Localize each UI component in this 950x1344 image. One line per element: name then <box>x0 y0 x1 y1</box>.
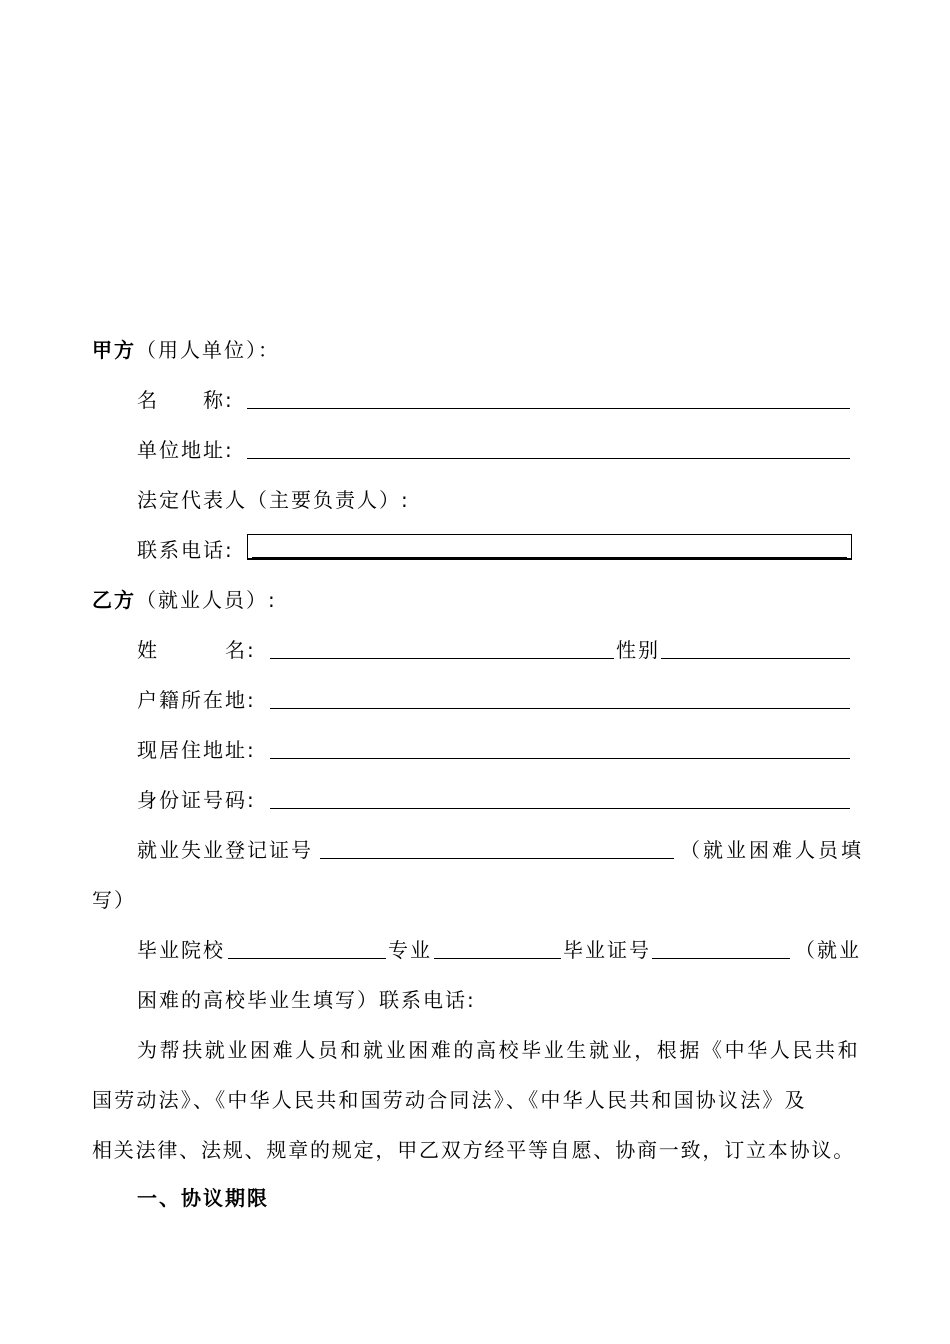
party-b-reg-field[interactable] <box>320 858 674 859</box>
party-a-phone-label: 联系电话: <box>137 538 234 562</box>
party-a-heading <box>92 336 280 364</box>
party-b-hukou-field[interactable] <box>270 708 850 709</box>
party-b-cert-field[interactable] <box>652 958 790 959</box>
party-b-grad-note: （就业 <box>795 938 861 962</box>
party-b-note: （就业人员）: <box>136 588 277 612</box>
party-a-address-label: 单位地址: <box>137 438 234 462</box>
party-b-school-label: 毕业院校 <box>137 938 225 962</box>
section-1-heading: 一、协议期限 <box>137 1186 269 1210</box>
party-a-phone-field[interactable] <box>247 534 852 560</box>
party-b-gender-label: 性别 <box>616 638 660 662</box>
party-b-reg-label: 就业失业登记证号 <box>137 838 313 862</box>
party-b-major-field[interactable] <box>434 958 561 959</box>
party-b-school-field[interactable] <box>228 958 386 959</box>
party-b-major-label: 专业 <box>388 938 432 962</box>
party-b-residence-field[interactable] <box>270 758 850 759</box>
party-b-reg-note-cont: 写） <box>92 888 136 912</box>
party-b-grad-note-cont: 困难的高校毕业生填写）联系电话: <box>137 988 476 1012</box>
party-a-address-field[interactable] <box>247 458 850 459</box>
preamble-line-1: 为帮扶就业困难人员和就业困难的高校毕业生就业，根据《中华人民共和 <box>137 1038 861 1062</box>
party-a-name-label: 名 称: <box>137 388 234 412</box>
party-b-residence-label: 现居住地址: <box>137 738 256 762</box>
party-b-gender-field[interactable] <box>661 658 850 659</box>
party-b-id-field[interactable] <box>270 808 850 809</box>
party-b-name-label: 姓 名: <box>137 638 256 662</box>
party-a-note: （用人单位）： <box>136 338 280 362</box>
party-b-heading <box>92 586 277 614</box>
party-a-name-field[interactable] <box>247 408 850 409</box>
party-b-cert-label: 毕业证号 <box>563 938 651 962</box>
party-a-rep-label: 法定代表人（主要负责人）: <box>137 488 410 512</box>
party-b-name-field[interactable] <box>270 658 614 659</box>
party-b-hukou-label: 户籍所在地: <box>137 688 256 712</box>
party-b-reg-note: （就业困难人员填 <box>680 838 864 862</box>
party-b-title: 乙方 <box>92 588 136 612</box>
party-b-id-label: 身份证号码: <box>137 788 256 812</box>
preamble-line-3: 相关法律、法规、规章的规定，甲乙双方经平等自愿、协商一致，订立本协议。 <box>92 1138 855 1162</box>
preamble-line-2: 国劳动法》、《中华人民共和国劳动合同法》、《中华人民共和国协议法》及 <box>92 1088 807 1112</box>
party-a-title: 甲方 <box>92 338 136 362</box>
